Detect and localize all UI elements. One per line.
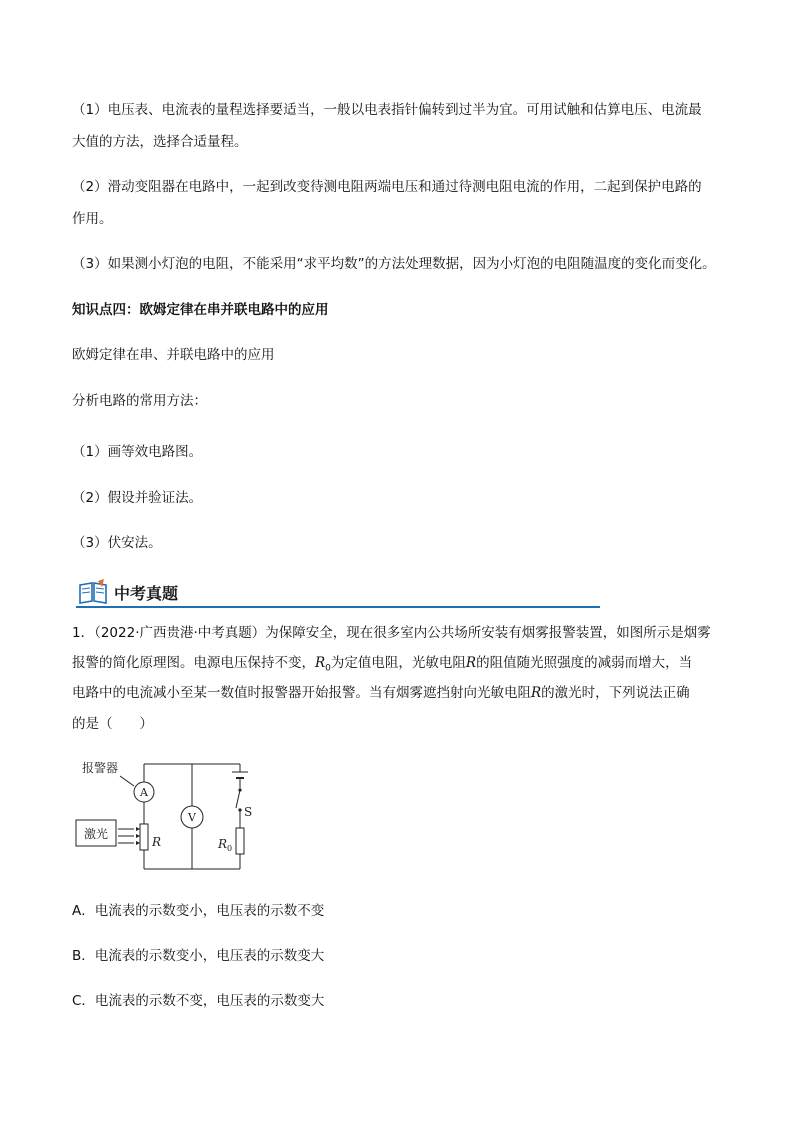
question-text: 的激光时，下列说法正确 (541, 685, 690, 701)
question-text: 电路中的电流减小至某一数值时报警器开始报警。当有烟雾遮挡射向光敏电阻 (72, 685, 531, 701)
knowledge-point-4-intro: 欧姆定律在串、并联电路中的应用 (72, 347, 275, 363)
method-1: （1）画等效电路图。 (72, 444, 203, 460)
photoresistor-symbol (140, 824, 148, 850)
r0-label: $R_0$ (218, 837, 233, 853)
question-text: 的阻值随光照强度的减弱而增大，当 (476, 655, 693, 671)
r-symbol: R (465, 655, 477, 671)
method-2: （2）假设并验证法。 (72, 490, 203, 506)
question-text: 为定值电阻，光敏电阻 (330, 655, 466, 671)
note-1-line-1: （1）电压表、电流表的量程选择要适当，一般以电表指针偏转到过半为宜。可用试触和估算电压、电流最 (72, 102, 702, 118)
note-2-line-1: （2）滑动变阻器在电路中，一起到改变待测电阻两端电压和通过待测电阻电流的作用，二起到保护电路的 (72, 179, 702, 195)
option-a[interactable]: A．电流表的示数变小，电压表的示数不变 (72, 903, 325, 919)
question-1-line-3 (72, 677, 724, 710)
section-divider (76, 606, 600, 608)
question-1-line-4: 的是（ ） (72, 716, 153, 732)
note-2-line-2: 作用。 (72, 211, 113, 227)
method-3: （3）伏安法。 (72, 535, 162, 551)
knowledge-point-4-title: 知识点四：欧姆定律在串并联电路中的应用 (72, 302, 329, 318)
r-label: R (152, 835, 162, 849)
switch-label: S (244, 805, 253, 819)
voltmeter-label: V (188, 811, 196, 824)
analysis-methods-heading: 分析电路的常用方法： (72, 393, 207, 409)
note-1-line-2: 大值的方法，选择合适量程。 (72, 134, 248, 150)
question-text: 报警的简化原理图。电源电压保持不变， (72, 655, 315, 671)
r-symbol: R (531, 685, 542, 701)
option-c[interactable]: C．电流表的示数不变，电压表的示数变大 (72, 993, 325, 1009)
section-header (76, 576, 600, 610)
ammeter-label: A (140, 786, 148, 799)
circuit-diagram (70, 756, 270, 876)
alarm-label: 报警器 (82, 761, 119, 775)
fixed-resistor-symbol (236, 828, 244, 854)
book-icon (78, 579, 108, 605)
r0-subscript: 0 (325, 663, 331, 674)
r0-symbol: R (315, 655, 326, 671)
laser-label: 激光 (83, 827, 109, 841)
question-1-line-1: 1．（2022·广西贵港·中考真题）为保障安全，现在很多室内公共场所安装有烟雾报警装置，如图所示是烟雾 (72, 625, 711, 641)
note-3: （3）如果测小灯泡的电阻，不能采用“求平均数”的方法处理数据，因为小灯泡的电阻随温度的变化而变化。 (72, 256, 716, 272)
option-b[interactable]: B．电流表的示数变小，电压表的示数变大 (72, 948, 325, 964)
section-title: 中考真题 (114, 584, 179, 603)
